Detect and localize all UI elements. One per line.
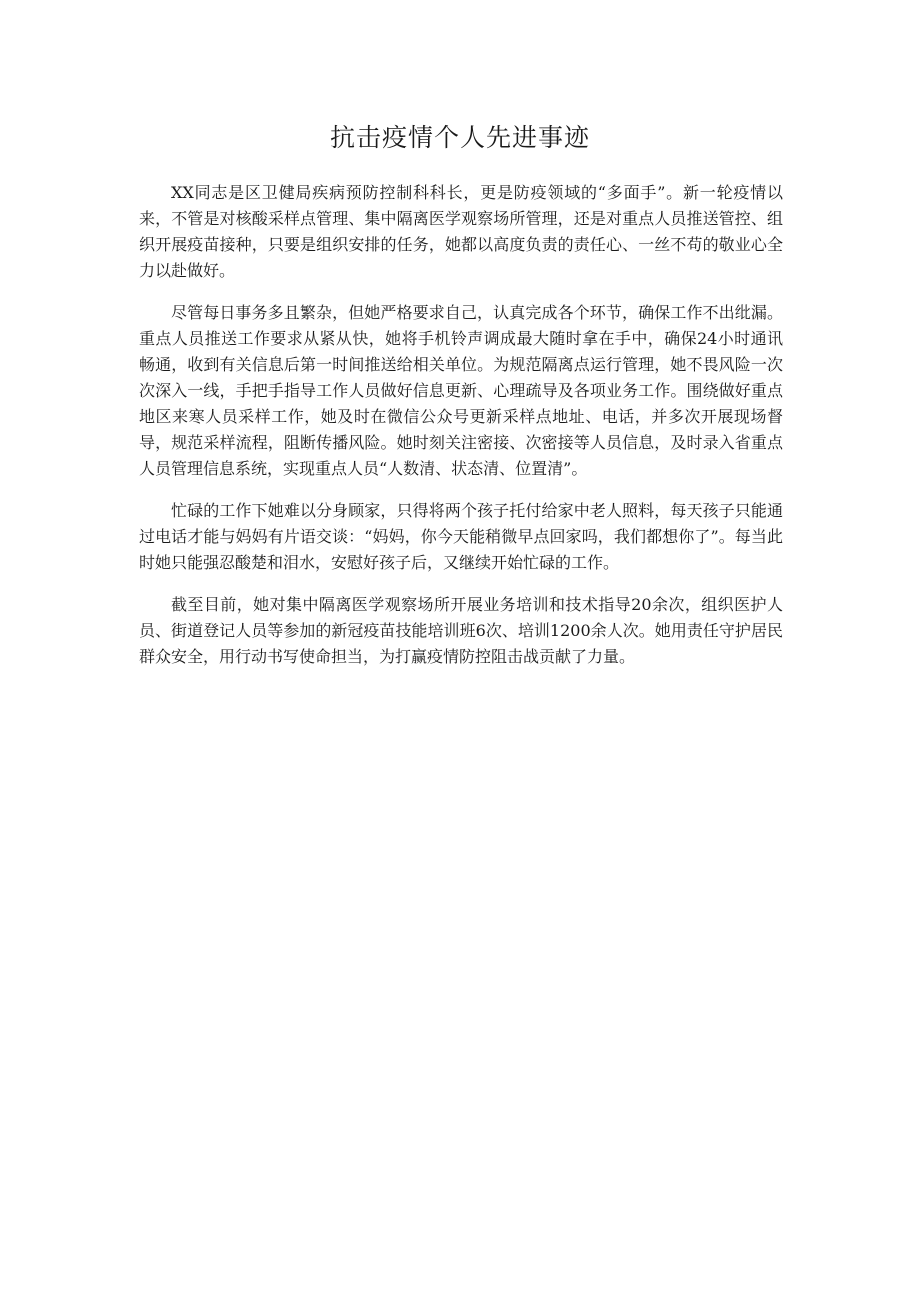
paragraph-4: 截至目前，她对集中隔离医学观察场所开展业务培训和技术指导20余次，组织医护人员、街道登记人员等参加的新冠疫苗技能培训班6次、培训1200余人次。她用责任守护居民群众安全，用行动书写使命担当，为打赢疫情防控阻击战贡献了力量。 (139, 595, 783, 666)
paragraph-2: 尽管每日事务多且繁杂，但她严格要求自己，认真完成各个环节，确保工作不出纰漏。重点人员推送工作要求从紧从快，她将手机铃声调成最大随时拿在手中，确保24小时通讯畅通，收到有关信息后第一时间推送给相关单位。为规范隔离点运行管理，她不畏风险一次次深入一线，手把手指导工作人员做好信息更新、心理疏导及各项业务工作。围绕做好重点地区来寒人员采样工作，她及时在微信公众号更新采样点地址、电话，并多次开展现场督导，规范采样流程，阻断传播风险。她时刻关注密接、次密接等人员信息，及时录入省重点人员管理信息系统，实现重点人员“人数清、状态清、位置清”。 (139, 303, 783, 478)
paragraph-3: 忙碌的工作下她难以分身顾家，只得将两个孩子托付给家中老人照料，每天孩子只能通过电话才能与妈妈有片语交谈：“妈妈，你今天能稍微早点回家吗，我们都想你了”。每当此时她只能强忍酸楚和泪水，安慰好孩子后，又继续开始忙碌的工作。 (139, 501, 783, 572)
document-body (139, 180, 783, 686)
paragraph-1: XX同志是区卫健局疾病预防控制科科长，更是防疫领域的“多面手”。新一轮疫情以来，不管是对核酸采样点管理、集中隔离医学观察场所管理，还是对重点人员推送管控、组织开展疫苗接种，只要是组织安排的任务，她都以高度负责的责任心、一丝不苟的敬业心全力以赴做好。 (139, 183, 783, 280)
document-title: 抗击疫情个人先进事迹 (329, 123, 590, 152)
